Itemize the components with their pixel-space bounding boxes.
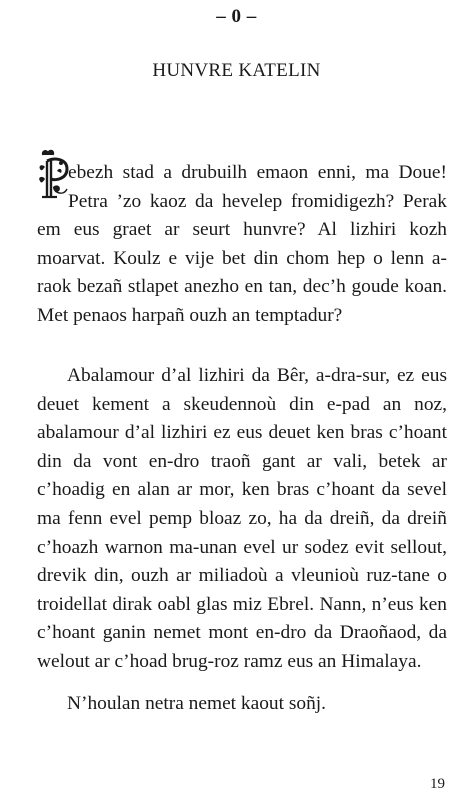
paragraph-3: N’houlan netra nemet kaout soñj.	[67, 693, 327, 714]
paragraph-2: Abalamour d’al lizhiri da Bêr, a-dra-sur, ez eus deuet kement a skeudennoù din e-pad an noz, abalamour d’al lizhiri ez eus deuet ken bras c’hoant din da vont en-dro traoñ gant ar vali, betek ar c’hoadig en alan ar mor, ken bras c’hoant da sevel ma fenn evel pemp bloaz zo, ha da dreiñ, da dreiñ c’hoazh warnon ma-unan evel ur sodez evit sellout, drevik din, ouzh ar miliadoù a vleunioù ruz-tane o troidellat dirak oabl glas miz Ebrel. Nann, n’eus ken c’hoant ganin nemet mont en-dro da Draoñaod, da welout ar c’hoad brug-roz ramz eus an Himalaya.	[37, 365, 447, 672]
paragraph-1	[37, 159, 447, 331]
paragraph-1-text: ebezh stad a drubuilh emaon enni, ma Doue! Petra ’zo kaoz da hevelep fromidigezh? Perak em eus graet ar seurt hunvre? Al lizhiri kozh moarvat. Koulz e vije bet din chom hep o lenn a-raok bezañ stlapet anezho en tan, dec’h goude koan. Met penaos harpañ ouzh an temptadur?	[37, 162, 447, 326]
chapter-title: HUNVRE KATELIN	[152, 60, 321, 81]
ornamental-p-initial-icon	[37, 161, 66, 199]
chapter-number: – 0 –	[216, 6, 257, 27]
page-number: 19	[430, 776, 445, 792]
